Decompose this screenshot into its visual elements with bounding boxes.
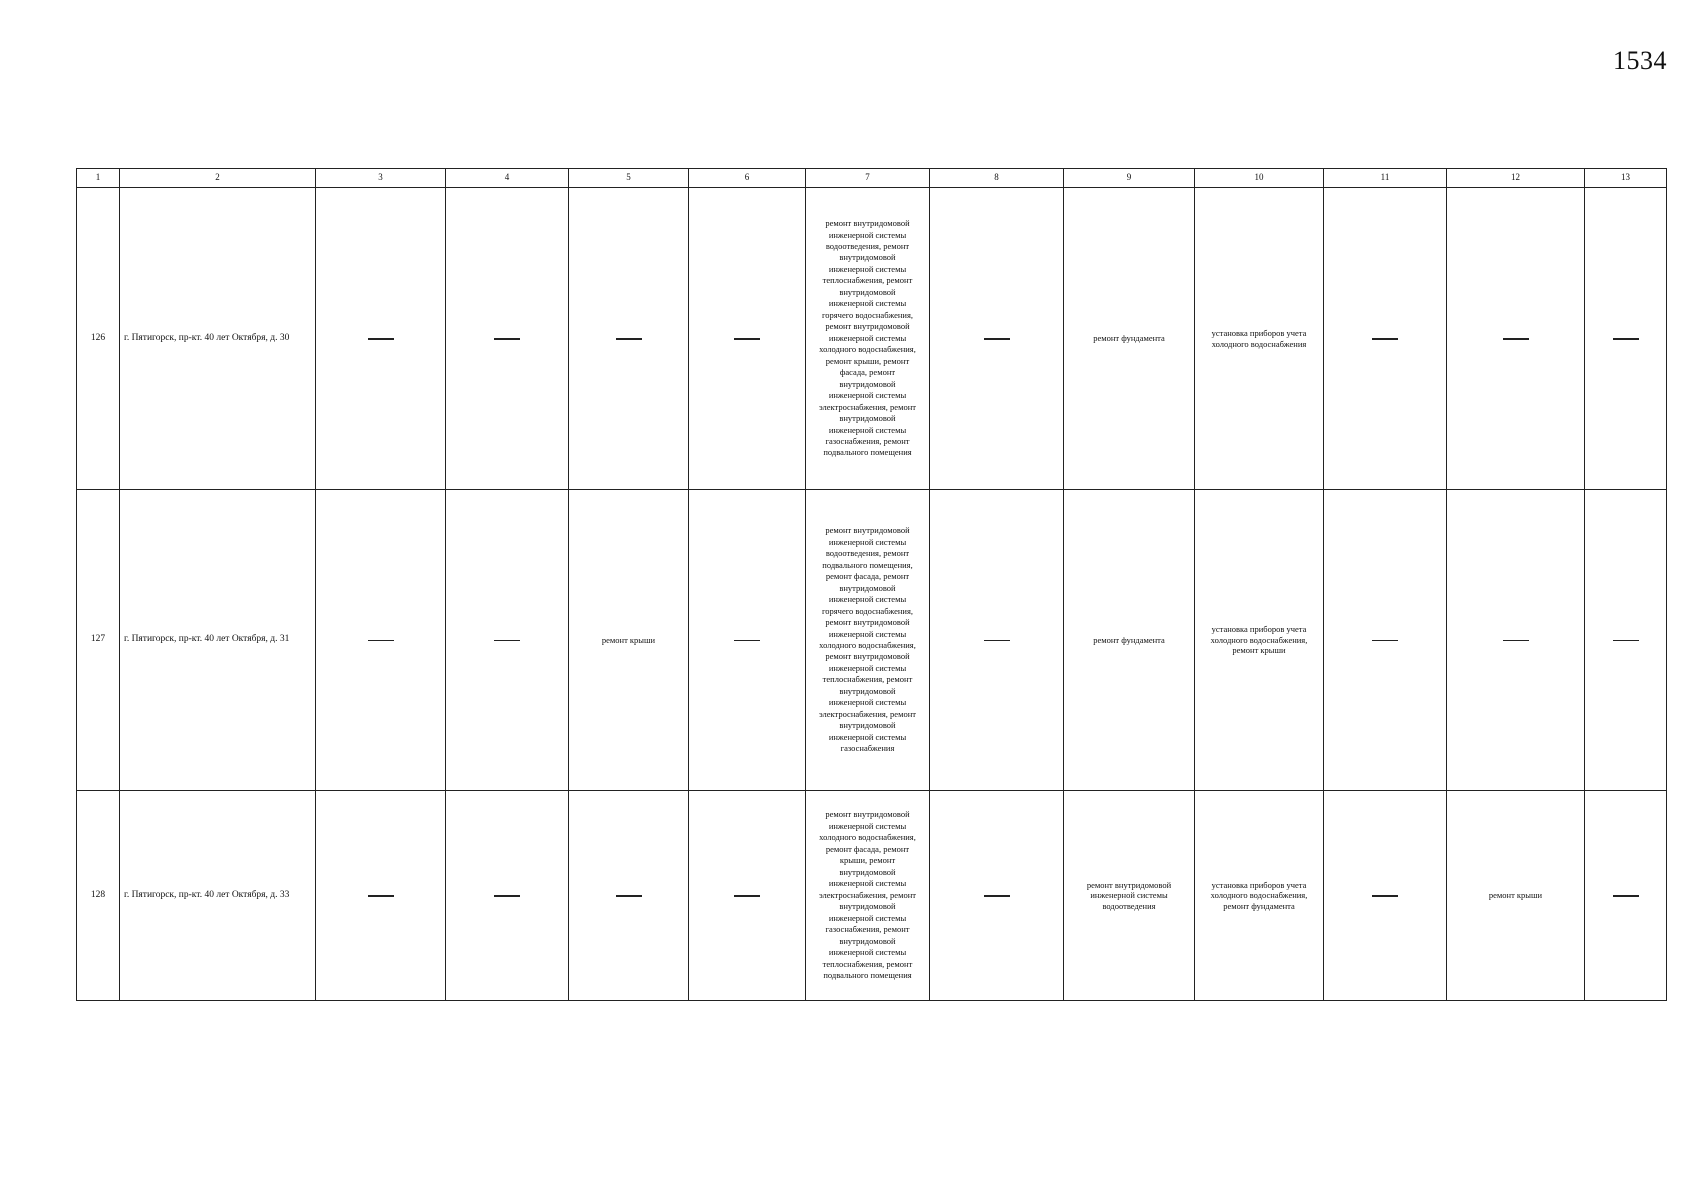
empty-cell [316, 188, 446, 490]
empty-cell [689, 490, 806, 791]
works-cell: ремонт крыши [569, 490, 689, 791]
empty-cell [446, 188, 569, 490]
dash-mark [1503, 640, 1529, 642]
column-number-row [77, 169, 1667, 188]
column-header: 6 [689, 169, 806, 188]
table-row [77, 490, 1667, 791]
dash-mark [1372, 640, 1398, 642]
empty-cell [1585, 188, 1667, 490]
works-cell: установка приборов учета холодного водоснабжения, ремонт фундамента [1195, 791, 1324, 1001]
empty-cell [689, 791, 806, 1001]
row-number: 126 [77, 188, 120, 490]
address-cell: г. Пятигорск, пр-кт. 40 лет Октября, д. 31 [120, 490, 316, 791]
column-header: 7 [806, 169, 930, 188]
dash-mark [1372, 338, 1398, 340]
dash-mark [494, 895, 520, 897]
works-table [76, 168, 1667, 1001]
column-header: 13 [1585, 169, 1667, 188]
column-header: 8 [930, 169, 1064, 188]
works-cell: ремонт фундамента [1064, 188, 1195, 490]
works-cell: ремонт внутридомовой инженерной системы холодного водоснабжения, ремонт фасада, ремонт крыши, ремонт внутридомовой инженерной системы электроснабжения, ремонт внутридомовой инженерной системы газоснабжения, ремонт внутридомовой инженерной системы теплоснабжения, ремонт подвального помещения [806, 791, 930, 1001]
table-row [77, 791, 1667, 1001]
dash-mark [734, 338, 760, 340]
empty-cell [1585, 791, 1667, 1001]
empty-cell [930, 188, 1064, 490]
column-header: 1 [77, 169, 120, 188]
table-row [77, 188, 1667, 490]
dash-mark [1613, 895, 1639, 897]
dash-mark [1613, 640, 1639, 642]
empty-cell [1447, 188, 1585, 490]
empty-cell [1324, 490, 1447, 791]
dash-mark [984, 338, 1010, 340]
address-cell: г. Пятигорск, пр-кт. 40 лет Октября, д. 33 [120, 791, 316, 1001]
works-cell: ремонт внутридомовой инженерной системы водоотведения [1064, 791, 1195, 1001]
empty-cell [1585, 490, 1667, 791]
dash-mark [494, 338, 520, 340]
dash-mark [616, 338, 642, 340]
works-cell: установка приборов учета холодного водоснабжения [1195, 188, 1324, 490]
empty-cell [1324, 188, 1447, 490]
empty-cell [316, 490, 446, 791]
dash-mark [734, 640, 760, 642]
dash-mark [494, 640, 520, 642]
empty-cell [446, 791, 569, 1001]
column-header: 12 [1447, 169, 1585, 188]
address-cell: г. Пятигорск, пр-кт. 40 лет Октября, д. 30 [120, 188, 316, 490]
empty-cell [1324, 791, 1447, 1001]
empty-cell [689, 188, 806, 490]
empty-cell [446, 490, 569, 791]
empty-cell [930, 791, 1064, 1001]
empty-cell [569, 188, 689, 490]
column-header: 5 [569, 169, 689, 188]
dash-mark [734, 895, 760, 897]
dash-mark [616, 895, 642, 897]
dash-mark [1503, 338, 1529, 340]
dash-mark [368, 338, 394, 340]
column-header: 3 [316, 169, 446, 188]
works-cell: ремонт внутридомовой инженерной системы водоотведения, ремонт внутридомовой инженерной системы теплоснабжения, ремонт внутридомовой инженерной системы горячего водоснабжения, ремонт внутридомовой инженерной системы холодного водоснабжения, ремонт крыши, ремонт фасада, ремонт внутридомовой инженерной системы электроснабжения, ремонт внутридомовой инженерной системы газоснабжения, ремонт подвального помещения [806, 188, 930, 490]
dash-mark [984, 895, 1010, 897]
column-header: 2 [120, 169, 316, 188]
works-cell: ремонт фундамента [1064, 490, 1195, 791]
page-number: 1534 [1613, 46, 1667, 75]
dash-mark [368, 640, 394, 642]
works-table-container [76, 168, 1667, 1001]
column-header: 4 [446, 169, 569, 188]
works-cell: ремонт крыши [1447, 791, 1585, 1001]
row-number: 128 [77, 791, 120, 1001]
column-header: 11 [1324, 169, 1447, 188]
empty-cell [1447, 490, 1585, 791]
empty-cell [316, 791, 446, 1001]
empty-cell [569, 791, 689, 1001]
works-cell: ремонт внутридомовой инженерной системы водоотведения, ремонт подвального помещения, ремонт фасада, ремонт внутридомовой инженерной системы горячего водоснабжения, ремонт внутридомовой инженерной системы холодного водоснабжения, ремонт внутридомовой инженерной системы теплоснабжения, ремонт внутридомовой инженерной системы электроснабжения, ремонт внутридомовой инженерной системы газоснабжения [806, 490, 930, 791]
dash-mark [1372, 895, 1398, 897]
row-number: 127 [77, 490, 120, 791]
dash-mark [368, 895, 394, 897]
empty-cell [930, 490, 1064, 791]
dash-mark [984, 640, 1010, 642]
column-header: 9 [1064, 169, 1195, 188]
dash-mark [1613, 338, 1639, 340]
column-header: 10 [1195, 169, 1324, 188]
works-cell: установка приборов учета холодного водоснабжения, ремонт крыши [1195, 490, 1324, 791]
